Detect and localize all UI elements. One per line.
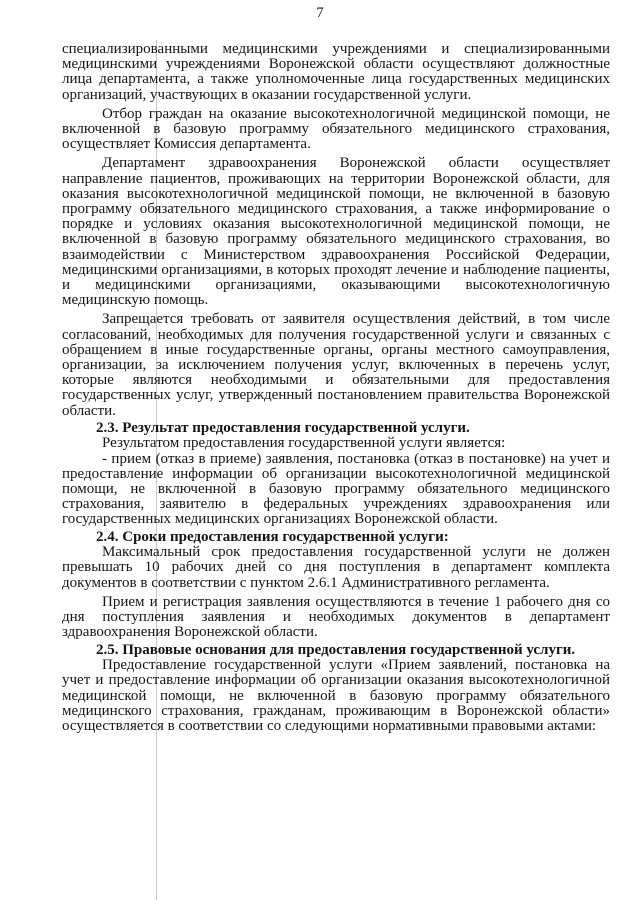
paragraph-legal-basis: Предоставление государственной услуги «Прием заявлений, постановка на учет и предоставление информации об организации оказания высокотехнологичной медицинской помощи, не включенной в базовую программу обязательного медицинского страхования, гражданам, проживающим в Воронежской области» осуществляется в соответствии со следующими нормативными правовыми актами:: [62, 657, 610, 734]
section-heading-2-4: 2.4. Сроки предоставления государственной услуги:: [96, 528, 449, 545]
paragraph-result-intro: Результатом предоставления государственной услуги является:: [102, 435, 506, 452]
paragraph-max-term: Максимальный срок предоставления государственной услуги не должен превышать 10 рабочих дней со дня поступления в департамент комплекта документов в соответствии с пунктом 2.6.1 Административного регламента.: [62, 544, 610, 591]
paragraph-selection-commission: Отбор граждан на оказание высокотехнологичной медицинской помощи, не включенной в базовую программу обязательного медицинского страхования, осуществляет Комиссия департамента.: [62, 105, 610, 153]
document-body: [62, 42, 610, 734]
paragraph-registration: Прием и регистрация заявления осуществляются в течение 1 рабочего дня со дня поступления заявления и необходимых документов в департамент здравоохранения Воронежской области.: [62, 593, 610, 641]
paragraph-prohibition: Запрещается требовать от заявителя осуществления действий, в том числе согласований, необходимых для получения государственной услуги и связанных с обращением в иные государственные органы, органы местного самоуправления, организации, за исключением получения услуг, включенных в перечень услуг, которые являются необходимыми и обязательными для предоставления государственных услуг, утвержденный постановлением правительства Воронежской области.: [62, 311, 610, 419]
paragraph-1: специализированными медицинскими учреждениями и специализированными медицинскими учреждениями Воронежской области осуществляют должностные лица департамента, а также уполномоченные лица государственных медицинских организаций, участвующих в оказании государственной услуги.: [62, 41, 610, 103]
page-number: 7: [316, 5, 324, 21]
paragraph-result-item: - прием (отказ в приеме) заявления, постановка (отказ в постановке) на учет и предоставление информации об организации высокотехнологичной медицинской помощи, не включенной в базовую программу обязательного медицинского страхования, заявителю в федеральных учреждениях здравоохранения или государственных медицинских организациях Воронежской области.: [62, 450, 610, 528]
section-heading-2-3: 2.3. Результат предоставления государственной услуги.: [96, 419, 470, 436]
paragraph-department-referral: Департамент здравоохранения Воронежской области осуществляет направление пациентов, проживающих на территории Воронежской области, для оказания высокотехнологичной медицинской помощи, не включенной в базовую программу обязательного медицинского страхования, а также информирование о порядке и условиях оказания высокотехнологичной медицинской помощи, не включенной в базовую программу обязательного медицинского страхования, во взаимодействии с Министерством здравоохранения Российской Федерации, медицинскими организациями, в которых проходят лечение и наблюдение пациенты, и медицинскими организациями, оказывающими высокотехнологичную медицинскую помощь.: [62, 155, 610, 309]
section-heading-2-5: 2.5. Правовые основания для предоставления государственной услуги.: [96, 641, 576, 658]
